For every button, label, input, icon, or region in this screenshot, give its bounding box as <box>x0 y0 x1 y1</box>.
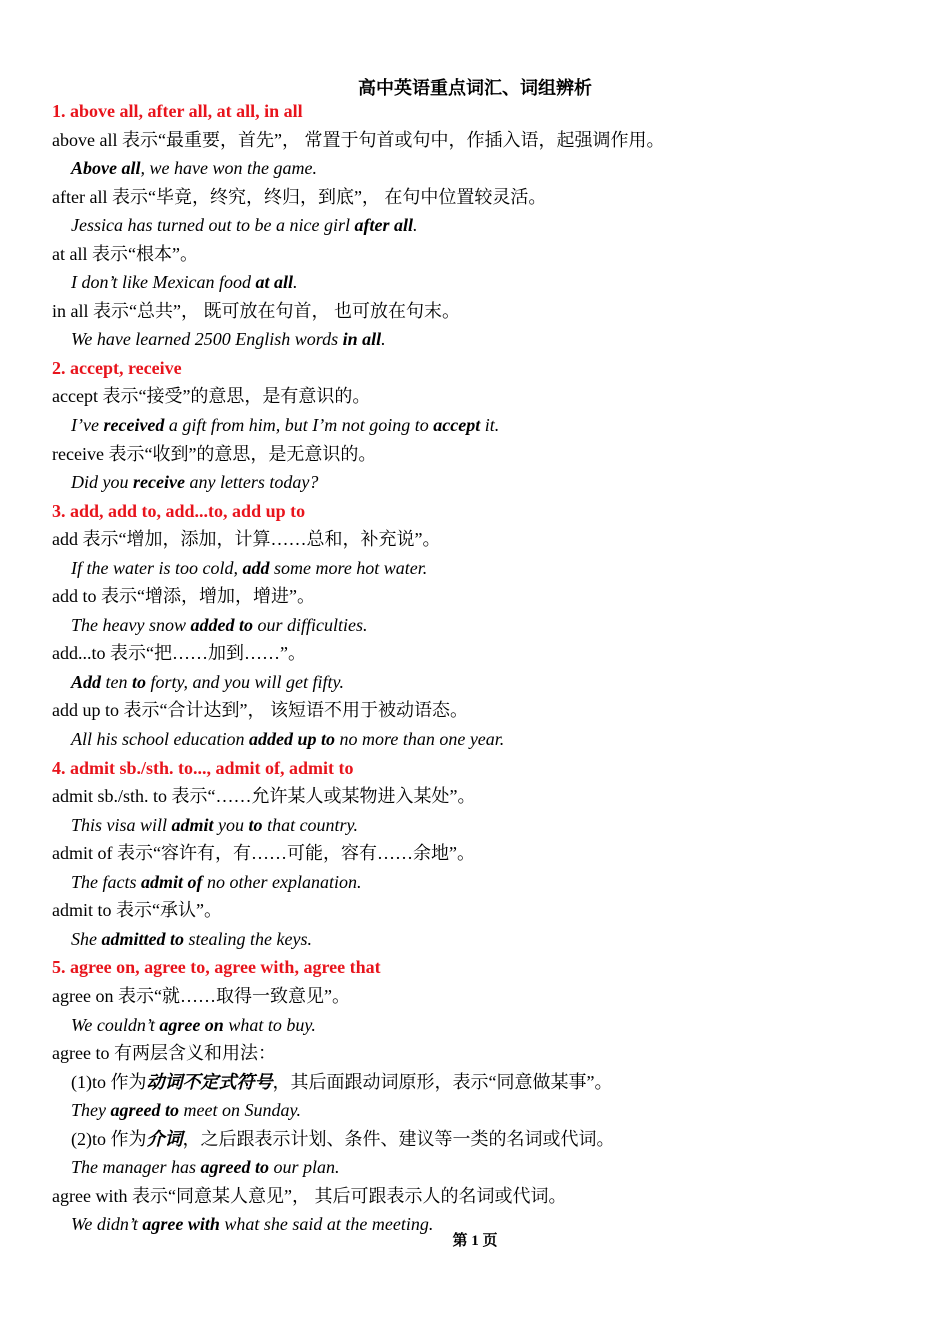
example-sentence <box>52 868 912 897</box>
example-sentence <box>52 468 912 497</box>
text-run: at all 表示“根本”。 <box>52 243 198 264</box>
definition-line <box>52 1182 912 1211</box>
emphasis-text: Add <box>71 671 102 692</box>
text-run: I don’t like Mexican food <box>71 272 256 293</box>
text-run: receive 表示“收到”的意思，是无意识的。 <box>52 443 377 464</box>
text-run: 4. admit sb./sth. to..., admit of, admit to <box>52 757 354 778</box>
emphasis-text: add <box>242 557 270 578</box>
text-run: agree with 表示“同意某人意见”， 其后可跟表示人的名词或代词。 <box>52 1185 567 1206</box>
emphasis-text: to <box>132 671 147 692</box>
usage-note <box>52 1125 912 1154</box>
text-run: admit sb./sth. to 表示“……允许某人或某物进入某处”。 <box>52 786 476 807</box>
emphasis-text: 动词不定式符号 <box>146 1071 273 1092</box>
example-sentence <box>52 211 912 240</box>
emphasis-text: added to <box>190 614 253 635</box>
text-run: ，之后跟表示计划、条件、建议等一类的名词或代词。 <box>182 1128 615 1149</box>
definition-line <box>52 782 912 811</box>
emphasis-text: 介词 <box>146 1128 183 1149</box>
section-heading <box>52 97 912 126</box>
definition-line <box>52 183 912 212</box>
example-sentence <box>52 1011 912 1040</box>
text-run: Did you <box>71 472 133 493</box>
text-run: . <box>381 329 386 350</box>
text-run: no more than one year. <box>335 729 505 750</box>
text-run: This visa will <box>71 814 172 835</box>
text-run: in all 表示“总共”， 既可放在句首， 也可放在句末。 <box>52 300 460 321</box>
text-run: All his school education <box>71 729 249 750</box>
text-run: 1. above all, after all, at all, in all <box>52 101 303 121</box>
definition-line <box>52 126 912 155</box>
text-run: stealing the keys. <box>184 928 312 949</box>
page-number: 第 1 页 <box>452 1233 498 1249</box>
text-run: The heavy snow <box>71 614 191 635</box>
section-heading <box>52 354 912 383</box>
definition-line <box>52 839 912 868</box>
definition-line <box>52 440 912 469</box>
definition-line <box>52 982 912 1011</box>
emphasis-text: agreed to <box>110 1100 179 1121</box>
emphasis-text: accept <box>433 415 481 436</box>
example-sentence <box>52 1096 912 1125</box>
text-run: some more hot water. <box>269 557 428 578</box>
definition-line <box>52 297 912 326</box>
text-run: We have learned 2500 English words <box>71 329 343 350</box>
text-run: If the water is too cold, <box>71 557 243 578</box>
example-sentence <box>52 725 912 754</box>
text-run: a gift from him, but I’m not going to <box>164 415 434 436</box>
example-sentence <box>52 268 912 297</box>
definition-line <box>52 382 912 411</box>
emphasis-text: in all <box>342 329 382 350</box>
emphasis-text: agree with <box>142 1214 220 1235</box>
text-run: admit to 表示“承认”。 <box>52 900 222 921</box>
text-run: accept 表示“接受”的意思，是有意识的。 <box>52 386 371 407</box>
emphasis-text: Above all <box>71 158 141 179</box>
usage-note <box>52 1068 912 1097</box>
emphasis-text: admit <box>171 814 214 835</box>
emphasis-text: receive <box>133 472 185 493</box>
emphasis-text: at all <box>255 272 293 293</box>
example-sentence <box>52 154 912 183</box>
text-run: it. <box>480 415 500 436</box>
text-run: our plan. <box>268 1157 340 1178</box>
text-run: 3. add, add to, add...to, add up to <box>52 500 306 521</box>
definition-line <box>52 240 912 269</box>
definition-line <box>52 525 912 554</box>
text-run: ten <box>101 671 133 692</box>
definition-line <box>52 696 912 725</box>
definition-line <box>52 1039 912 1068</box>
text-run: add...to 表示“把……加到……”。 <box>52 643 306 664</box>
document-body <box>52 97 912 1239</box>
text-run: our difficulties. <box>252 614 368 635</box>
section-heading <box>52 754 912 783</box>
emphasis-text: agree on <box>159 1014 224 1035</box>
page-title: 高中英语重点词汇、词组辨析 <box>358 78 592 98</box>
example-sentence <box>52 1153 912 1182</box>
text-run: (2)to 作为 <box>71 1128 147 1149</box>
definition-line <box>52 896 912 925</box>
text-run: add to 表示“增添，增加，增进”。 <box>52 586 315 607</box>
text-run: what to buy. <box>223 1014 316 1035</box>
section-heading <box>52 497 912 526</box>
text-run: The manager has <box>71 1157 201 1178</box>
emphasis-text: admitted to <box>101 928 184 949</box>
text-run: We couldn’t <box>71 1014 160 1035</box>
text-run: meet on Sunday. <box>178 1100 301 1121</box>
text-run: agree to 有两层含义和用法： <box>52 1043 276 1064</box>
text-run: The facts <box>71 871 141 892</box>
definition-line <box>52 582 912 611</box>
text-run: after all 表示“毕竟，终究，终归，到底”， 在句中位置较灵活。 <box>52 186 547 207</box>
text-run: ，其后面跟动词原形，表示“同意做某事”。 <box>272 1071 613 1092</box>
example-sentence <box>52 554 912 583</box>
text-run: 5. agree on, agree to, agree with, agree that <box>52 957 381 978</box>
emphasis-text: admit of <box>141 871 203 892</box>
text-run: She <box>71 928 102 949</box>
text-run: add up to 表示“合计达到”， 该短语不用于被动语态。 <box>52 700 468 721</box>
example-sentence <box>52 411 912 440</box>
text-run: We didn’t <box>71 1214 143 1235</box>
definition-line <box>52 639 912 668</box>
text-run: that country. <box>262 814 359 835</box>
text-run: what she said at the meeting. <box>219 1214 434 1235</box>
example-sentence <box>52 325 912 354</box>
emphasis-text: added up to <box>248 729 335 750</box>
text-run: I’ve <box>71 415 104 436</box>
example-sentence <box>52 668 912 697</box>
text-run: add 表示“增加，添加，计算……总和，补充说”。 <box>52 529 441 550</box>
text-run: forty, and you will get fifty. <box>146 671 345 692</box>
example-sentence <box>52 611 912 640</box>
text-run: admit of 表示“容许有，有……可能，容有……余地”。 <box>52 843 475 864</box>
text-run: no other explanation. <box>202 871 362 892</box>
text-run: Jessica has turned out to be a nice girl <box>71 215 355 236</box>
text-run: 2. accept, receive <box>52 357 182 378</box>
text-run: They <box>71 1100 111 1121</box>
text-run: any letters today? <box>184 472 319 493</box>
text-run: (1)to 作为 <box>71 1071 147 1092</box>
emphasis-text: to <box>248 814 263 835</box>
example-sentence <box>52 925 912 954</box>
section-heading <box>52 953 912 982</box>
text-run: . <box>292 272 298 293</box>
text-run: above all 表示“最重要，首先”， 常置于句首或句中，作插入语，起强调作用。 <box>52 129 665 150</box>
example-sentence <box>52 811 912 840</box>
text-run: , we have won the game. <box>140 158 317 179</box>
emphasis-text: after all <box>354 215 413 236</box>
emphasis-text: received <box>103 415 165 436</box>
text-run: . <box>412 215 418 236</box>
text-run: you <box>213 814 249 835</box>
text-run: agree on 表示“就……取得一致意见”。 <box>52 985 350 1006</box>
emphasis-text: agreed to <box>200 1157 269 1178</box>
